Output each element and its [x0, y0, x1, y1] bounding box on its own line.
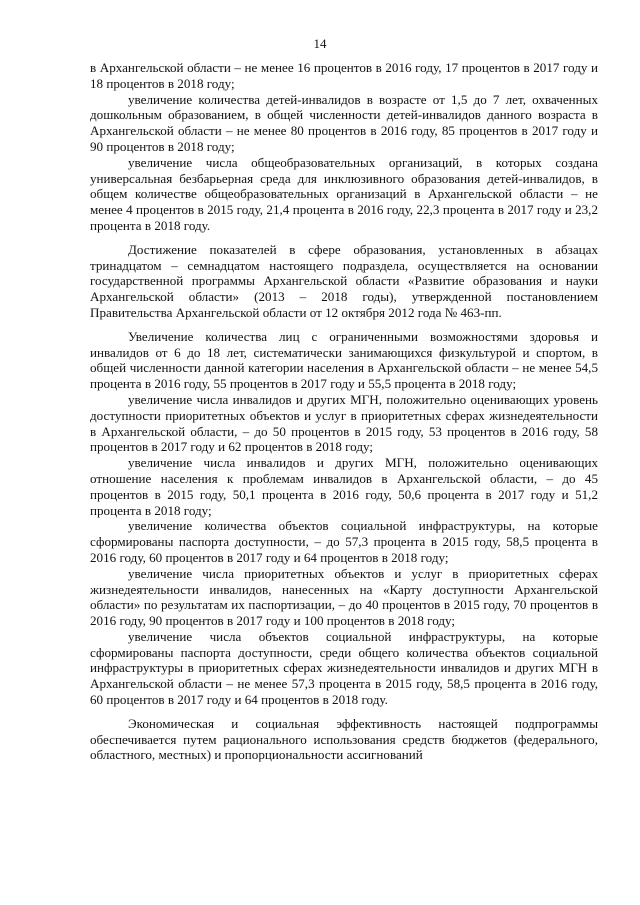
- paragraph-accessibility-rating: увеличение числа инвалидов и других МГН, положительно оценивающих уровень доступности приоритетных объектов и услуг в приоритетных сферах жизнедеятельности в Архангельской области, – до 50 процентов в 2015 году, 53 процентов в 2016 году, 58 процентов в 2017 году и 62 процентов в 2018 году;: [90, 391, 598, 455]
- paragraph-sports-target: Увеличение количества лиц с ограниченными возможностями здоровья и инвалидов от 6 до 18 лет, систематически занимающихся физкультурой и спортом, в общей численности данной категории населения в Архангельской области – не менее 54,5 процента в 2016 году, 55 процентов в 2017 году и 55,5 процента в 2018 году;: [90, 328, 598, 392]
- paragraph-efficiency: Экономическая и социальная эффективность настоящей подпрограммы обеспечивается путем рационального использования средств бюджетов (федерального, областного, местных) и пропорциональности ассигнований: [90, 715, 598, 763]
- page-number: 14: [313, 36, 327, 51]
- paragraph-education-program: Достижение показателей в сфере образования, установленных в абзацах тринадцатом – семнадцатом настоящего подраздела, осуществляется на основании государственной программы Архангельской области «Развитие образования и науки Архангельской области» (2013 – 2018 годы), утвержденной постановлением Правительства Архангельской области от 12 октября 2012 года № 463-пп.: [90, 241, 598, 320]
- paragraph-passports: увеличение количества объектов социальной инфраструктуры, на которые сформированы паспорта доступности, – до 57,3 процента в 2015 году, 58,5 процента в 2016 году, 60 процентов в 2017 году и 64 процентов в 2018 году;: [90, 518, 598, 565]
- document-body: [90, 60, 598, 763]
- paragraph-accessibility-map: увеличение числа приоритетных объектов и услуг в приоритетных сферах жизнедеятельности инвалидов, нанесенных на «Карту доступности Архангельской области» по результатам их паспортизации, – до 40 процентов в 2015 году, 70 процентов в 2016 году, 90 процентов в 2017 году и 100 процентов в 2018 году;: [90, 565, 598, 629]
- paragraph-continuation: в Архангельской области – не менее 16 процентов в 2016 году, 17 процентов в 2017 году и 18 процентов в 2018 году;: [90, 60, 598, 91]
- paragraph-preschool-target: увеличение количества детей-инвалидов в возрасте от 1,5 до 7 лет, охваченных дошкольным образованием, в общей численности детей-инвалидов данного возраста в Архангельской области – не менее 80 процентов в 2016 году, 85 процентов в 2017 году и 90 процентов в 2018 году;: [90, 91, 598, 154]
- paragraph-infrastructure-share: увеличение числа объектов социальной инфраструктуры, на которые сформированы паспорта доступности, среди общего количества объектов социальной инфраструктуры в приоритетных сферах жизнедеятельности инвалидов и других МГН в Архангельской области – не менее 57,3 процента в 2015 году, 58,5 процента в 2016 году, 60 процентов в 2017 году и 64 процентов в 2018 году.: [90, 628, 598, 708]
- paragraph-attitude-rating: увеличение числа инвалидов и других МГН, положительно оценивающих отношение населения к проблемам инвалидов в Архангельской области, – до 45 процентов в 2015 году, 50,1 процента в 2016 году, 50,6 процента в 2017 году и 51,2 процента в 2018 году;: [90, 455, 598, 518]
- paragraph-inclusive-schools: увеличение числа общеобразовательных организаций, в которых создана универсальная безбарьерная среда для инклюзивного образования детей-инвалидов, в общем количестве общеобразовательных организаций в Архангельской области – не менее 4 процентов в 2015 году, 21,4 процента в 2016 году, 22,3 процента в 2017 году и 23,2 процента в 2018 году.: [90, 154, 598, 233]
